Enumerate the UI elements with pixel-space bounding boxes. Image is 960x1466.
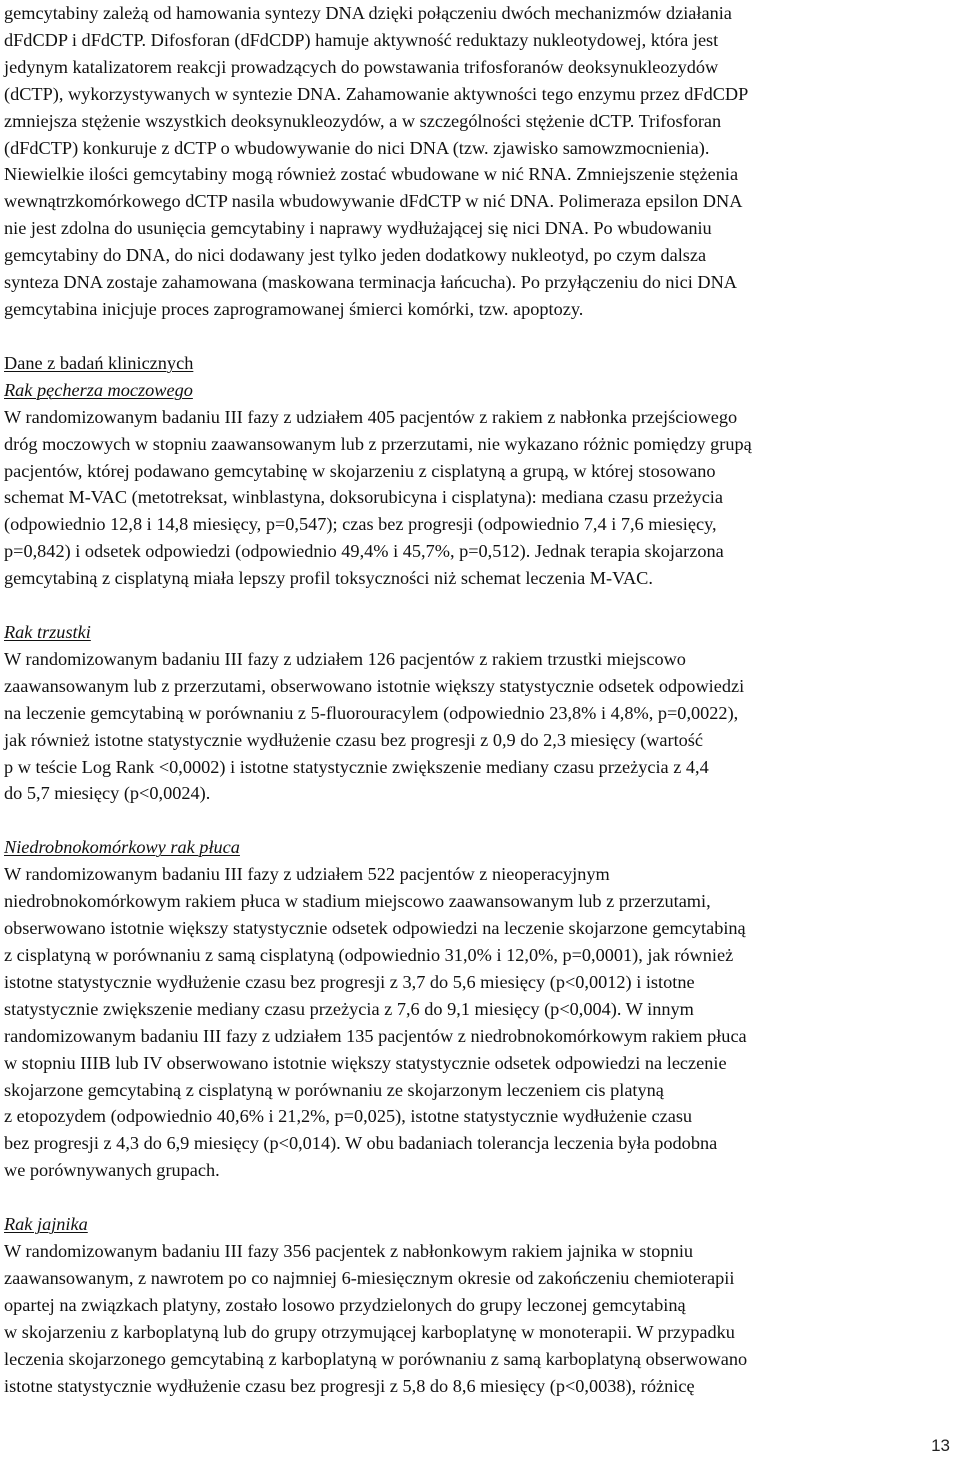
text-line: wewnątrzkomórkowego dCTP nasila wbudowywanie dFdCTP w nić DNA. Polimeraza epsilon DNA [4, 191, 743, 212]
text-line: bez progresji z 4,3 do 6,9 miesięcy (p<0,014). W obu badaniach tolerancja leczenia była podobna [4, 1133, 718, 1154]
text-line: istotne statystycznie wydłużenie czasu bez progresji z 3,7 do 5,6 miesięcy (p<0,0012) i istotne [4, 971, 695, 992]
text-line: W randomizowanym badaniu III fazy 356 pacjentek z nabłonkowym rakiem jajnika w stopniu [4, 1241, 694, 1262]
text-line: we porównywanych grupach. [4, 1160, 220, 1181]
text-line: leczenia skojarzonego gemcytabiną z karboplatyną w porównaniu z samą karboplatyną obserwowano [4, 1348, 748, 1369]
text-line: w stopniu IIIB lub IV obserwowano istotnie większy statystycznie odsetek odpowiedzi na leczenie [4, 1052, 727, 1073]
text-line: p w teście Log Rank <0,0002) i istotne statystycznie zwiększenie mediany czasu przeżycia z 4,4 [4, 756, 709, 777]
text-line: na leczenie gemcytabiną w porównaniu z 5-fluorouracylem (odpowiednio 23,8% i 4,8%, p=0,0022), [4, 702, 739, 723]
text-line: (odpowiednio 12,8 i 14,8 miesięcy, p=0,547); czas bez progresji (odpowiednio 7,4 i 7,6 miesięcy, [4, 514, 717, 535]
text-line: (dFdCTP) konkuruje z dCTP o wbudowywanie do nici DNA (tzw. zjawisko samowzmocnienia). [4, 137, 710, 158]
text-line: W randomizowanym badaniu III fazy z udziałem 522 pacjentów z nieoperacyjnym [4, 864, 610, 885]
section-lung-cancer [4, 834, 954, 1184]
text-line: w skojarzeniu z karboplatyną lub do grupy otrzymującej karboplatynę w monoterapii. W przypadku [4, 1321, 735, 1342]
text-line: p=0,842) i odsetek odpowiedzi (odpowiednio 49,4% i 45,7%, p=0,512). Jednak terapia skojarzona [4, 541, 724, 562]
text-line: jedynym katalizatorem reakcji prowadzących do powstawania trifosforanów deoksynukleozydów [4, 56, 719, 77]
document-body [4, 0, 954, 1400]
text-line: randomizowanym badaniu III fazy z udziałem 135 pacjentów z niedrobnokomórkowym rakiem płuca [4, 1025, 747, 1046]
text-line: statystycznie zwiększenie mediany czasu przeżycia z 7,6 do 9,1 miesięcy (p<0,004). W innym [4, 998, 694, 1019]
heading-pancreatic-cancer: Rak trzustki [4, 622, 91, 643]
text-line: z cisplatyną w porównaniu z samą cisplatyną (odpowiednio 31,0% i 12,0%, p=0,0001), jak również [4, 945, 734, 965]
heading-ovarian-cancer: Rak jajnika [4, 1214, 88, 1235]
text-line: zaawansowanym lub z przerzutami, obserwowano istotnie większy statystycznie odsetek odpowiedzi [4, 675, 745, 696]
text-line: zmniejsza stężenie wszystkich deoksynukleozydów, a w szczególności stężenie dCTP. Trifosforan [4, 110, 722, 131]
text-line: gemcytabiną z cisplatyną miała lepszy profil toksyczności niż schemat leczenia M-VAC. [4, 568, 653, 589]
paragraph-mechanism [4, 0, 954, 161]
paragraph-ovarian-cancer [4, 1238, 954, 1399]
text-line: do 5,7 miesięcy (p<0,0024). [4, 783, 211, 804]
text-line: gemcytabiny zależą od hamowania syntezy DNA dzięki połączeniu dwóch mechanizmów działania [4, 3, 732, 23]
paragraph-pancreatic-cancer [4, 646, 954, 807]
text-line: gemcytabiny do DNA, do nici dodawany jest tylko jeden dodatkowy nukleotyd, po czym dalsza [4, 245, 707, 266]
paragraph-bladder-cancer [4, 404, 954, 592]
text-line: Niewielkie ilości gemcytabiny mogą również zostać wbudowane w nić RNA. Zmniejszenie stężenia [4, 164, 739, 185]
text-line: nie jest zdolna do usunięcia gemcytabiny i naprawy wydłużającej się nici DNA. Po wbudowaniu [4, 218, 712, 239]
heading-clinical-data: Dane z badań klinicznych [4, 352, 194, 373]
text-line: skojarzone gemcytabiną z cisplatyną w porównaniu ze skojarzonym leczeniem cis platyną [4, 1079, 664, 1100]
text-line: schemat M-VAC (metotreksat, winblastyna, doksorubicyna i cisplatyna): mediana czasu przeżycia [4, 487, 724, 508]
section-pancreatic-cancer [4, 619, 954, 807]
section-ovarian-cancer [4, 1211, 954, 1399]
text-line: obserwowano istotnie większy statystycznie odsetek odpowiedzi na leczenie skojarzone gemcytabiną [4, 918, 746, 939]
text-line: dróg moczowych w stopniu zaawansowanym lub z przerzutami, nie wykazano różnic pomiędzy grupą [4, 433, 752, 454]
section-clinical-data [4, 350, 954, 592]
page-number: 13 [931, 1436, 950, 1455]
heading-bladder-cancer: Rak pęcherza moczowego [4, 379, 193, 400]
paragraph-rna [4, 161, 954, 322]
text-line: istotne statystycznie wydłużenie czasu bez progresji z 5,8 do 8,6 miesięcy (p<0,0038), różnicę [4, 1375, 695, 1396]
text-line: zaawansowanym, z nawrotem po co najmniej 6-miesięcznym okresie od zakończeniu chemioterapii [4, 1267, 735, 1288]
text-line: jak również istotne statystycznie wydłużenie czasu bez progresji z 0,9 do 2,3 miesięcy (wartość [4, 729, 704, 750]
heading-lung-cancer: Niedrobnokomórkowy rak płuca [4, 837, 240, 858]
text-line: z etopozydem (odpowiednio 40,6% i 21,2%, p=0,025), istotne statystycznie wydłużenie czasu [4, 1106, 693, 1127]
text-line: dFdCDP i dFdCTP. Difosforan (dFdCDP) hamuje aktywność reduktazy nukleotydowej, która jest [4, 29, 719, 50]
text-line: W randomizowanym badaniu III fazy z udziałem 126 pacjentów z rakiem trzustki miejscowo [4, 648, 686, 669]
text-line: W randomizowanym badaniu III fazy z udziałem 405 pacjentów z rakiem z nabłonka przejściowego [4, 406, 738, 427]
text-line: gemcytabina inicjuje proces zaprogramowanej śmierci komórki, tzw. apoptozy. [4, 298, 584, 319]
text-line: pacjentów, której podawano gemcytabinę w skojarzeniu z cisplatyną a grupą, w której stosowano [4, 460, 716, 481]
paragraph-lung-cancer [4, 861, 954, 1184]
text-line: synteza DNA zostaje zahamowana (maskowana terminacja łańcucha). Po przyłączeniu do nici DNA [4, 272, 737, 293]
text-line: opartej na związkach platyny, zostało losowo przydzielonych do grupy leczonej gemcytabiną [4, 1294, 686, 1315]
text-line: (dCTP), wykorzystywanych w syntezie DNA. Zahamowanie aktywności tego enzymu przez dFdCDP [4, 83, 749, 104]
text-line: niedrobnokomórkowym rakiem płuca w stadium miejscowo zaawansowanym lub z przerzutami, [4, 891, 711, 912]
